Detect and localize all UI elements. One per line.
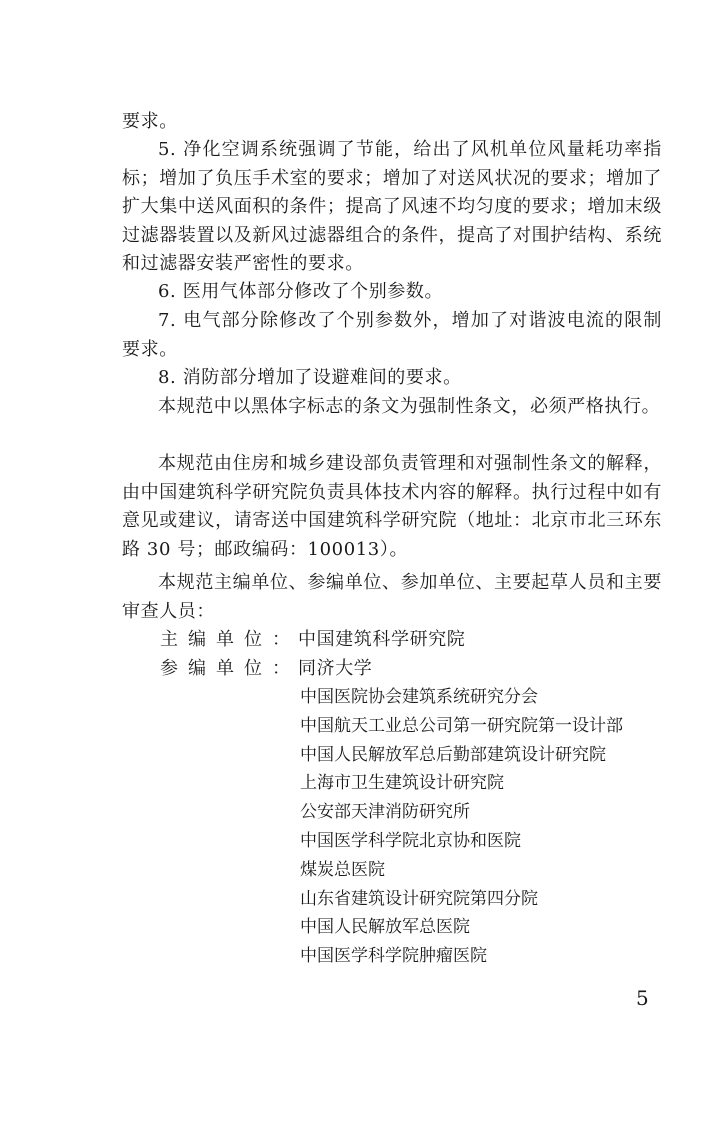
participating-unit-item: 中国医学科学院北京协和医院 [300,830,521,851]
page-number: 5 [636,986,649,1010]
chief-unit-value: 中国建筑科学研究院 [298,629,466,650]
participating-unit-list [300,683,623,971]
participating-unit-item: 中国航天工业总公司第一研究院第一设计部 [300,715,623,736]
participating-unit-item: 公安部天津消防研究所 [300,802,470,823]
paragraph-item-6: 6. 医用气体部分修改了个别参数。 [158,281,444,302]
participating-unit-item: 上海市卫生建筑设计研究院 [300,773,504,794]
participating-unit-label: 参编单位： [160,658,300,679]
paragraph-units-intro: 本规范主编单位、参编单位、参加单位、主要起草人员和主要审查人员： [122,572,662,622]
participating-unit-item: 煤炭总医院 [300,859,385,880]
participating-unit-item: 中国人民解放军总后勤部建筑设计研究院 [300,744,606,765]
participating-unit-item: 中国医学科学院肿瘤医院 [300,946,487,967]
paragraph-management: 本规范由住房和城乡建设部负责管理和对强制性条文的解释，由中国建筑科学研究院负责具体技术内容的解释。执行过程中如有意见或建议，请寄送中国建筑科学研究院（地址：北京市北三环东路 30 号；邮政编码：100013）。 [122,453,662,560]
paragraph-mandatory-clauses: 本规范中以黑体字标志的条文为强制性条文，必须严格执行。 [158,396,661,417]
participating-unit-first: 同济大学 [298,658,373,679]
participating-unit-row [160,655,372,684]
chief-unit-label: 主编单位： [160,629,300,650]
paragraph-item-7: 7. 电气部分除修改了个别参数外，增加了对谐波电流的限制要求。 [122,310,662,360]
paragraph-item-5: 5. 净化空调系统强调了节能，给出了风机单位风量耗功率指标；增加了负压手术室的要求；增加了对送风状况的要求；增加了扩大集中送风面积的条件；提高了风速不均匀度的要求；增加末级过滤器装置以及新风过滤器组合的条件，提高了对围护结构、系统和过滤器安装严密性的要求。 [122,139,662,274]
chief-unit-row [160,626,465,655]
paragraph-continuation: 要求。 [122,111,178,132]
participating-unit-item: 中国人民解放军总医院 [300,917,470,938]
paragraph-item-8: 8. 消防部分增加了设避难间的要求。 [158,367,462,388]
participating-unit-item: 山东省建筑设计研究院第四分院 [300,888,538,909]
participating-unit-item: 中国医院协会建筑系统研究分会 [300,687,538,707]
